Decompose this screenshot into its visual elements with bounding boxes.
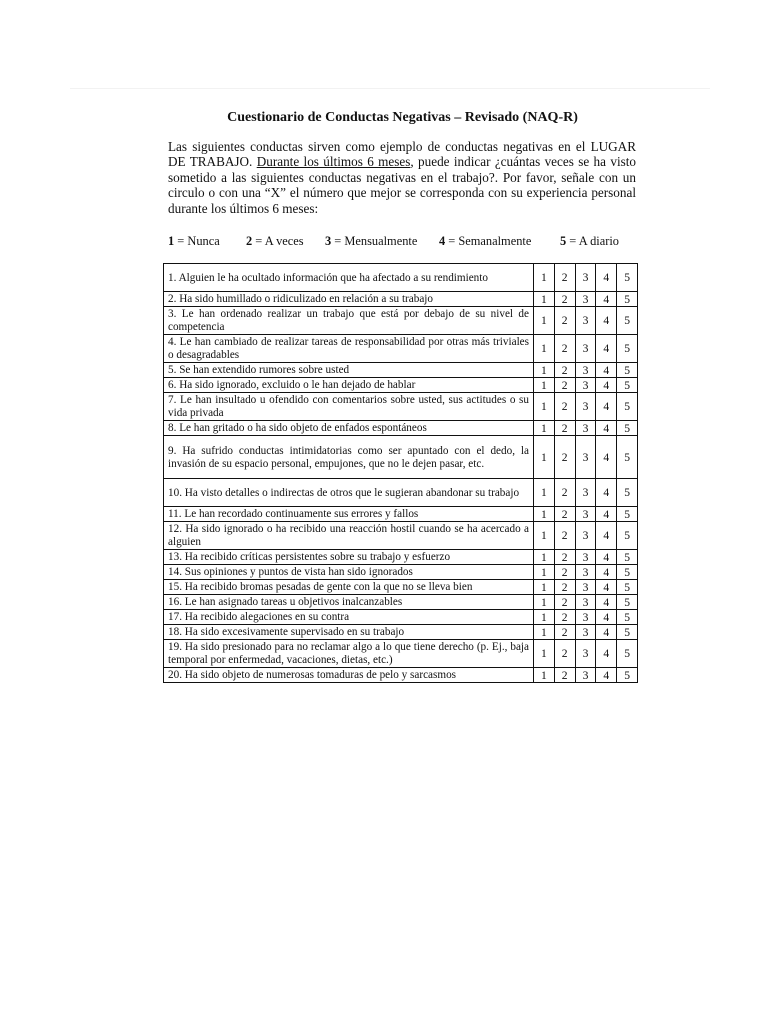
answer-option-3[interactable]: 3 <box>575 307 596 335</box>
answer-option-5[interactable]: 5 <box>617 522 638 550</box>
answer-option-2[interactable]: 2 <box>554 307 575 335</box>
question-row <box>164 363 638 378</box>
question-row <box>164 580 638 595</box>
question-row <box>164 668 638 683</box>
question-row <box>164 640 638 668</box>
answer-option-2[interactable]: 2 <box>554 610 575 625</box>
answer-option-1[interactable]: 1 <box>534 640 555 668</box>
answer-option-5[interactable]: 5 <box>617 479 638 507</box>
answer-option-2[interactable]: 2 <box>554 550 575 565</box>
answer-option-5[interactable]: 5 <box>617 393 638 421</box>
question-text: 13. Ha recibido críticas persistentes sobre su trabajo y esfuerzo <box>164 550 534 565</box>
questions-table <box>163 263 638 683</box>
answer-option-3[interactable]: 3 <box>575 363 596 378</box>
answer-option-5[interactable]: 5 <box>617 565 638 580</box>
answer-option-3[interactable]: 3 <box>575 580 596 595</box>
question-row <box>164 393 638 421</box>
answer-option-5[interactable]: 5 <box>617 640 638 668</box>
question-row <box>164 610 638 625</box>
answer-option-1[interactable]: 1 <box>534 479 555 507</box>
answer-option-1[interactable]: 1 <box>534 264 555 292</box>
answer-option-5[interactable]: 5 <box>617 595 638 610</box>
answer-option-4[interactable]: 4 <box>596 307 617 335</box>
answer-option-5[interactable]: 5 <box>617 378 638 393</box>
question-row <box>164 595 638 610</box>
answer-option-4[interactable]: 4 <box>596 393 617 421</box>
question-text: 20. Ha sido objeto de numerosas tomaduras de pelo y sarcasmos <box>164 668 534 683</box>
question-text: 5. Se han extendido rumores sobre usted <box>164 363 534 378</box>
answer-option-4[interactable]: 4 <box>596 625 617 640</box>
answer-option-5[interactable]: 5 <box>617 550 638 565</box>
questions-table-body <box>164 264 638 683</box>
answer-option-4[interactable]: 4 <box>596 292 617 307</box>
answer-option-2[interactable]: 2 <box>554 264 575 292</box>
answer-option-3[interactable]: 3 <box>575 436 596 479</box>
question-text: 3. Le han ordenado realizar un trabajo que está por debajo de su nivel de competencia <box>164 307 534 335</box>
question-row <box>164 565 638 580</box>
answer-option-4[interactable]: 4 <box>596 421 617 436</box>
answer-option-5[interactable]: 5 <box>617 507 638 522</box>
question-text: 12. Ha sido ignorado o ha recibido una reacción hostil cuando se ha acercado a alguien <box>164 522 534 550</box>
answer-option-5[interactable]: 5 <box>617 292 638 307</box>
question-row <box>164 335 638 363</box>
answer-option-1[interactable]: 1 <box>534 507 555 522</box>
answer-option-1[interactable]: 1 <box>534 595 555 610</box>
question-row <box>164 625 638 640</box>
answer-option-1[interactable]: 1 <box>534 363 555 378</box>
question-text: 17. Ha recibido alegaciones en su contra <box>164 610 534 625</box>
answer-option-4[interactable]: 4 <box>596 335 617 363</box>
answer-option-2[interactable]: 2 <box>554 479 575 507</box>
answer-option-1[interactable]: 1 <box>534 668 555 683</box>
answer-option-1[interactable]: 1 <box>534 436 555 479</box>
page-title: Cuestionario de Conductas Negativas – Revisado (NAQ-R) <box>227 110 578 125</box>
answer-option-1[interactable]: 1 <box>534 610 555 625</box>
answer-option-2[interactable]: 2 <box>554 522 575 550</box>
question-row <box>164 307 638 335</box>
question-text: 1. Alguien le ha ocultado información que ha afectado a su rendimiento <box>164 264 534 292</box>
answer-option-2[interactable]: 2 <box>554 436 575 479</box>
answer-option-4[interactable]: 4 <box>596 436 617 479</box>
answer-option-1[interactable]: 1 <box>534 421 555 436</box>
answer-option-5[interactable]: 5 <box>617 335 638 363</box>
answer-option-2[interactable]: 2 <box>554 378 575 393</box>
legend-item-mensualmente: 3 = Mensualmente <box>325 234 418 248</box>
answer-option-3[interactable]: 3 <box>575 668 596 683</box>
answer-option-2[interactable]: 2 <box>554 640 575 668</box>
answer-option-2[interactable]: 2 <box>554 363 575 378</box>
answer-option-1[interactable]: 1 <box>534 393 555 421</box>
answer-option-5[interactable]: 5 <box>617 421 638 436</box>
answer-option-1[interactable]: 1 <box>534 625 555 640</box>
question-text: 9. Ha sufrido conductas intimidatorias como ser apuntado con el dedo, la invasión de su espacio personal, empujones, que no le dejen pasar, etc. <box>164 436 534 479</box>
instructions-underlined-period: Durante los últimos 6 meses <box>256 154 411 170</box>
answer-option-1[interactable]: 1 <box>534 378 555 393</box>
question-text: 14. Sus opiniones y puntos de vista han sido ignorados <box>164 565 534 580</box>
answer-option-2[interactable]: 2 <box>554 393 575 421</box>
question-row <box>164 378 638 393</box>
instructions-text-part2: , puede indicar ¿cuántas veces se ha visto sometido a las siguientes conductas negativas en el trabajo?. Por favor, señale con un circulo o con una “X” el número que mejor se corresponda con su experiencia personal durante los últimos 6 meses: <box>168 154 636 216</box>
answer-option-3[interactable]: 3 <box>575 507 596 522</box>
question-text: 4. Le han cambiado de realizar tareas de responsabilidad por otras más triviales o desagradables <box>164 335 534 363</box>
answer-option-4[interactable]: 4 <box>596 522 617 550</box>
question-row <box>164 550 638 565</box>
answer-option-4[interactable]: 4 <box>596 610 617 625</box>
answer-option-5[interactable]: 5 <box>617 668 638 683</box>
answer-option-2[interactable]: 2 <box>554 292 575 307</box>
legend-item-a-veces: 2 = A veces <box>246 234 304 248</box>
question-row <box>164 292 638 307</box>
answer-option-3[interactable]: 3 <box>575 264 596 292</box>
answer-option-4[interactable]: 4 <box>596 565 617 580</box>
answer-option-3[interactable]: 3 <box>575 393 596 421</box>
answer-option-5[interactable]: 5 <box>617 363 638 378</box>
answer-option-1[interactable]: 1 <box>534 307 555 335</box>
question-text: 7. Le han insultado u ofendido con comentarios sobre usted, sus actitudes o su vida privada <box>164 393 534 421</box>
question-row <box>164 522 638 550</box>
answer-option-3[interactable]: 3 <box>575 595 596 610</box>
answer-option-5[interactable]: 5 <box>617 307 638 335</box>
answer-option-5[interactable]: 5 <box>617 264 638 292</box>
legend-item-a-diario: 5 = A diario <box>560 234 619 248</box>
answer-option-4[interactable]: 4 <box>596 507 617 522</box>
answer-option-2[interactable]: 2 <box>554 421 575 436</box>
question-text: 6. Ha sido ignorado, excluido o le han dejado de hablar <box>164 378 534 393</box>
answer-option-4[interactable]: 4 <box>596 363 617 378</box>
question-text: 11. Le han recordado continuamente sus errores y fallos <box>164 507 534 522</box>
question-text: 8. Le han gritado o ha sido objeto de enfados espontáneos <box>164 421 534 436</box>
answer-option-2[interactable]: 2 <box>554 580 575 595</box>
answer-option-2[interactable]: 2 <box>554 595 575 610</box>
answer-option-1[interactable]: 1 <box>534 565 555 580</box>
scale-legend <box>168 234 638 250</box>
answer-option-3[interactable]: 3 <box>575 335 596 363</box>
answer-option-3[interactable]: 3 <box>575 522 596 550</box>
question-text: 2. Ha sido humillado o ridiculizado en relación a su trabajo <box>164 292 534 307</box>
answer-option-3[interactable]: 3 <box>575 292 596 307</box>
answer-option-3[interactable]: 3 <box>575 625 596 640</box>
answer-option-5[interactable]: 5 <box>617 625 638 640</box>
question-text: 16. Le han asignado tareas u objetivos inalcanzables <box>164 595 534 610</box>
answer-option-3[interactable]: 3 <box>575 378 596 393</box>
answer-option-2[interactable]: 2 <box>554 668 575 683</box>
question-text: 19. Ha sido presionado para no reclamar algo a lo que tiene derecho (p. Ej., baja temporal por enfermedad, vacaciones, dietas, etc.) <box>164 640 534 668</box>
instructions-paragraph <box>168 139 636 216</box>
answer-option-2[interactable]: 2 <box>554 507 575 522</box>
instructions-text-part1: Las siguientes conductas sirven como ejemplo de conductas negativas en el LUGAR DE TRABAJO. <box>168 139 636 170</box>
top-divider <box>70 88 710 89</box>
answer-option-4[interactable]: 4 <box>596 668 617 683</box>
answer-option-3[interactable]: 3 <box>575 421 596 436</box>
answer-option-4[interactable]: 4 <box>596 479 617 507</box>
answer-option-1[interactable]: 1 <box>534 580 555 595</box>
question-row <box>164 264 638 292</box>
answer-option-5[interactable]: 5 <box>617 610 638 625</box>
question-row <box>164 507 638 522</box>
answer-option-3[interactable]: 3 <box>575 640 596 668</box>
answer-option-4[interactable]: 4 <box>596 378 617 393</box>
question-text: 15. Ha recibido bromas pesadas de gente con la que no se lleva bien <box>164 580 534 595</box>
question-row <box>164 436 638 479</box>
question-row <box>164 479 638 507</box>
question-row <box>164 421 638 436</box>
answer-option-1[interactable]: 1 <box>534 335 555 363</box>
answer-option-3[interactable]: 3 <box>575 479 596 507</box>
answer-option-1[interactable]: 1 <box>534 292 555 307</box>
answer-option-2[interactable]: 2 <box>554 565 575 580</box>
legend-item-semanalmente: 4 = Semanalmente <box>439 234 532 248</box>
answer-option-4[interactable]: 4 <box>596 264 617 292</box>
question-text: 10. Ha visto detalles o indirectas de otros que le sugieran abandonar su trabajo <box>164 479 534 507</box>
legend-item-nunca: 1 = Nunca <box>168 234 220 248</box>
answer-option-3[interactable]: 3 <box>575 550 596 565</box>
answer-option-1[interactable]: 1 <box>534 550 555 565</box>
answer-option-4[interactable]: 4 <box>596 550 617 565</box>
question-text: 18. Ha sido excesivamente supervisado en su trabajo <box>164 625 534 640</box>
answer-option-3[interactable]: 3 <box>575 610 596 625</box>
answer-option-2[interactable]: 2 <box>554 625 575 640</box>
answer-option-5[interactable]: 5 <box>617 580 638 595</box>
answer-option-5[interactable]: 5 <box>617 436 638 479</box>
answer-option-2[interactable]: 2 <box>554 335 575 363</box>
answer-option-4[interactable]: 4 <box>596 640 617 668</box>
answer-option-3[interactable]: 3 <box>575 565 596 580</box>
answer-option-4[interactable]: 4 <box>596 595 617 610</box>
answer-option-4[interactable]: 4 <box>596 580 617 595</box>
answer-option-1[interactable]: 1 <box>534 522 555 550</box>
